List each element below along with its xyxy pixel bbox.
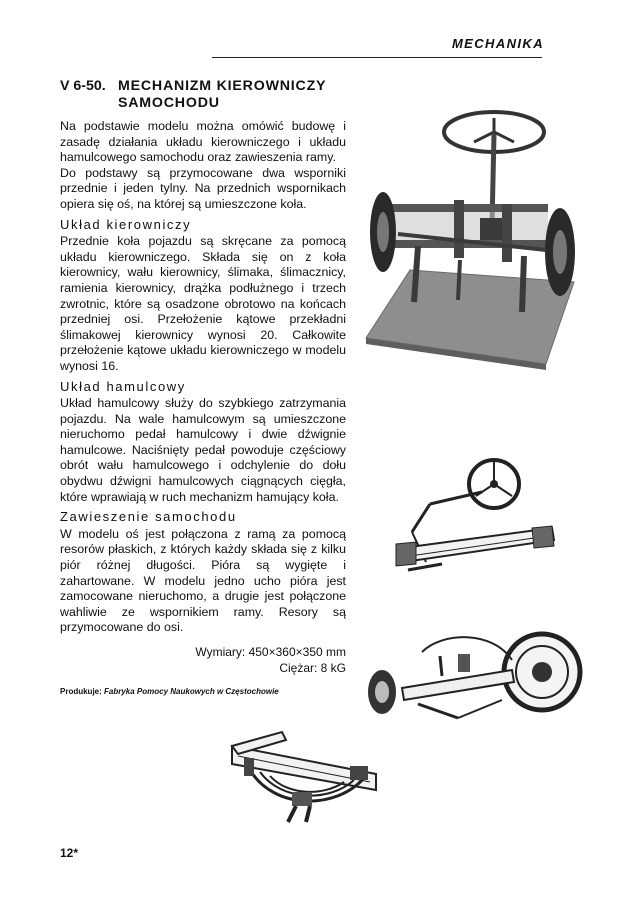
section-heading-steering: Układ kierowniczy <box>60 216 192 232</box>
catalog-code: V 6-50. <box>60 78 106 94</box>
intro-paragraph-2: Do podstawy są przymocowane dwa wsporniki przednie i jeden tylny. Na przednich wspornikach opiera się oś, na której są umieszczone koła. <box>60 165 346 211</box>
brake-linkage-drawing <box>362 630 584 728</box>
page-number: 12* <box>60 846 79 860</box>
section-heading-suspension: Zawieszenie samochodu <box>60 509 237 525</box>
dimensions-spec: Wymiary: 450×360×350 mm <box>195 645 346 659</box>
leaf-spring-drawing <box>226 718 386 830</box>
article-column <box>60 78 346 700</box>
steering-axle-drawing <box>382 452 564 584</box>
specifications <box>60 644 346 676</box>
running-header: MECHANIKA <box>451 36 544 51</box>
section-text-suspension: W modelu oś jest połączona z ramą za pomocą resorów płaskich, z których każdy składa się z kilku piór różnej długości. Pióra są wygięte i zahartowane. W modelu jedno ucho pióra jest zamocowane nieruchomo, a drugie jest połączone wahliwie ze wspornikiem ramy. Resory są przymocowane do osi. <box>60 526 346 635</box>
section-text-steering: Przednie koła pojazdu są skręcane za pomocą układu kierowniczego. Składa się on z koła kierownicy, wału kierownicy, ślimaka, ślimacznicy, ramienia kierownicy, drążka podłużnego i trzech zwrotnic, które są osadzone obrotowo na końcach przedniej osi. Przełożenie kątowe przekładni ślimakowej kierownicy wynosi 20. Całkowite przełożenie kątowe układu kierowniczego w modelu wynosi 16. <box>60 234 346 373</box>
producer-name: Fabryka Pomocy Naukowych w Częstochowie <box>104 687 279 696</box>
article-heading <box>60 78 346 111</box>
producer-line <box>60 684 346 700</box>
producer-label: Produkuje: <box>60 687 102 696</box>
header-rule <box>212 57 542 58</box>
weight-spec: Ciężar: 8 kG <box>279 661 346 675</box>
steering-model-photo <box>362 100 584 372</box>
section-heading-brakes: Układ hamulcowy <box>60 378 186 394</box>
article-title: MECHANIZM KIEROWNICZY SAMOCHODU <box>118 78 327 111</box>
section-text-brakes: Układ hamulcowy służy do szybkiego zatrzymania pojazdu. Na wale hamulcowym są umieszczone nieruchomo pedał hamulcowy i dwie dźwignie hamulcowe. Naciśnięty pedał powoduje częściowy obrót wału hamulcowego i odchylenie do dołu obydwu dźwigni hamulcowych ciągnących cięgła, które wprawiają w ruch mechanizm hamujący koła. <box>60 396 346 504</box>
intro-paragraph-1: Na podstawie modelu można omówić budowę i zasadę działania układu kierowniczego i układu hamulcowego samochodu oraz zawieszenia ramy. <box>60 119 346 165</box>
